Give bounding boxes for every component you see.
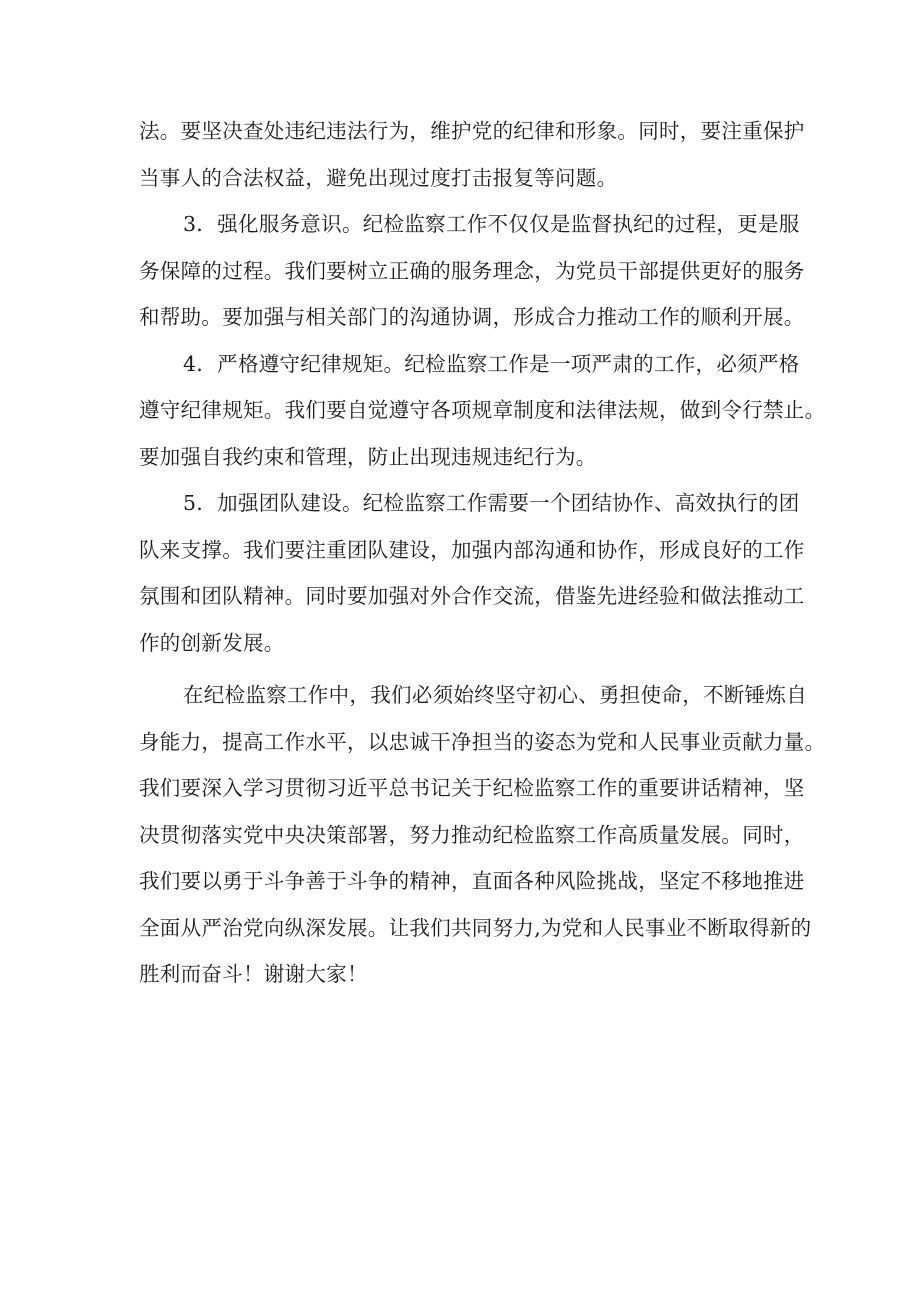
text-line: 遵守纪律规矩。我们要自觉遵守各项规章制度和法律法规，做到令行禁止。	[139, 398, 826, 422]
text-line: 和帮助。要加强与相关部门的沟通协调，形成合力推动工作的顺利开展。	[139, 305, 805, 329]
text-line: 胜利而奋斗！谢谢大家！	[139, 962, 368, 986]
text-line: 身能力，提高工作水平，以忠诚干净担当的姿态为党和人民事业贡献力量。	[139, 729, 826, 754]
text-line: 我们要深入学习贯彻习近平总书记关于纪检监察工作的重要讲话精神，坚	[139, 776, 805, 800]
text-line: 3．强化服务意识。纪检监察工作不仅仅是监督执纪的过程，更是服	[183, 212, 800, 236]
text-line: 在纪检监察工作中，我们必须始终坚守初心、勇担使命，不断锤炼自	[183, 683, 807, 707]
paragraph-conclusion	[139, 672, 826, 998]
paragraph-item-5	[139, 480, 805, 666]
text-line: 4．严格遵守纪律规矩。纪检监察工作是一项严肃的工作，必须严格	[183, 351, 800, 376]
text-line: 全面从严治党向纵深发展。让我们共同努力,为党和人民事业不断取得新的	[139, 915, 812, 940]
text-line: 作的创新发展。	[139, 630, 285, 655]
text-line: 当事人的合法权益，避免出现过度打击报复等问题。	[139, 165, 618, 190]
text-line: 氛围和团队精神。同时要加强对外合作交流，借鉴先进经验和做法推动工	[139, 584, 805, 608]
paragraph-continuation	[139, 108, 805, 201]
paragraph-item-4	[139, 341, 826, 481]
text-line: 法。要坚决查处违纪违法行为，维护党的纪律和形象。同时，要注重保护	[139, 119, 805, 143]
text-line: 务保障的过程。我们要树立正确的服务理念，为党员干部提供更好的服务	[139, 258, 805, 283]
text-line: 5．加强团队建设。纪检监察工作需要一个团结协作、高效执行的团	[183, 491, 800, 515]
paragraph-item-3	[139, 201, 805, 341]
text-line: 要加强自我约束和管理，防止出现违规违纪行为。	[139, 444, 597, 469]
text-line: 决贯彻落实党中央决策部署，努力推动纪检监察工作高质量发展。同时，	[139, 822, 805, 847]
document-body	[139, 108, 826, 998]
text-line: 队来支撑。我们要注重团队建设，加强内部沟通和协作，形成良好的工作	[139, 537, 805, 562]
text-line: 我们要以勇于斗争善于斗争的精神，直面各种风险挑战，坚定不移地推进	[139, 869, 805, 893]
